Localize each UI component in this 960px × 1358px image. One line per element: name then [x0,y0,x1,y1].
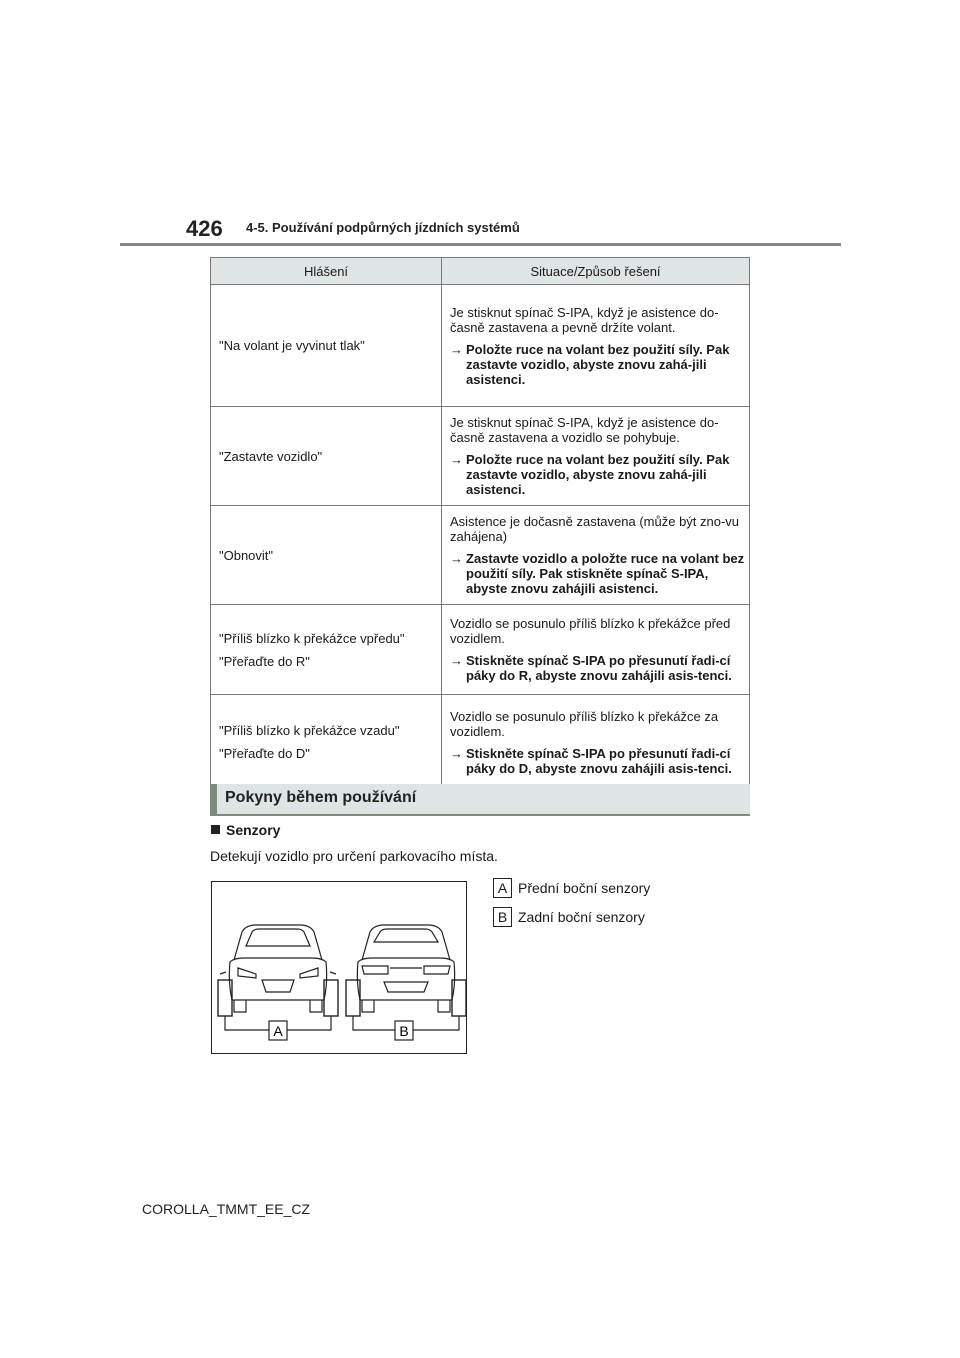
arrow-icon: → [450,653,463,668]
table-row [211,605,750,695]
callout-lines [225,1016,459,1030]
message-cell [211,605,442,695]
message-text: "Přeřaďte do R" [219,653,310,669]
situation-cell [442,285,750,407]
arrow-icon: → [450,452,463,467]
action-item [450,653,745,683]
message-cell [211,695,442,790]
situation-text: Asistence je dočasně zastavena (může být zno-vu zahájena) [450,514,740,544]
rear-car-icon [357,925,454,1012]
message-cell [211,506,442,605]
legend-item [493,878,650,898]
situation-text: Vozidlo se posunulo příliš blízko k překážce před vozidlem. [450,616,731,646]
sensor-figure [211,881,467,1054]
table-header-row [211,258,750,285]
messages-table [210,257,750,790]
callout-label-b: B [399,1023,409,1039]
action-text: Zastavte vozidlo a položte ruce na volant bez použití síly. Pak stiskněte spínač S-IPA, abyste znovu zahájili asistenci. [466,551,745,596]
arrow-icon: → [450,551,463,566]
message-text: "Zastavte vozidlo" [219,448,323,464]
square-bullet-icon [211,825,220,834]
action-item [450,551,745,596]
action-text: Položte ruce na volant bez použití síly. Pak zastavte vozidlo, abyste znovu zahá-jili asistenci. [466,452,730,497]
message-text: "Obnovit" [219,547,274,563]
column-header-message: Hlášení [211,258,442,285]
table-row [211,695,750,790]
footer-code: COROLLA_TMMT_EE_CZ [142,1201,311,1217]
situation-cell [442,695,750,790]
action-text: Stiskněte spínač S-IPA po přesunutí řadi-cí páky do R, abyste znovu zahájili asis-tenci. [466,653,732,683]
car-illustration [212,882,466,1053]
action-text: Položte ruce na volant bez použití síly. Pak zastavte vozidlo, abyste znovu zahá-jili asistenci. [466,341,730,387]
table-row [211,506,750,605]
subheading-text: Senzory [226,822,281,838]
situation-text: Vozidlo se posunulo příliš blízko k překážce za vozidlem. [450,708,719,739]
message-cell [211,285,442,407]
arrow-icon: → [450,745,463,761]
front-car-icon [220,925,336,1012]
arrow-icon: → [450,341,463,357]
column-header-situation: Situace/Způsob řešení [442,258,750,285]
section-heading [210,784,750,816]
message-text: "Příliš blízko k překážce vpředu" [219,630,405,646]
legend-label: Přední boční senzory [518,880,651,896]
description: Detekují vozidlo pro určení parkovacího místa. [210,848,498,864]
message-text: "Na volant je vyvinut tlak" [219,338,365,353]
action-text: Stiskněte spínač S-IPA po přesunutí řadi-cí páky do D, abyste znovu zahájili asis-tenci. [466,745,732,776]
action-item [450,746,745,776]
table-row [211,285,750,407]
subheading [211,822,280,838]
legend-letter: A [493,878,512,898]
section-title: 4-5. Používání podpůrných jízdních systémů [246,220,520,235]
legend-letter: B [493,907,512,927]
situation-text: Je stisknut spínač S-IPA, když je asistence do-časně zastavena a vozidlo se pohybuje. [450,415,719,445]
heading-accent-bar [210,784,217,816]
legend-label: Zadní boční senzory [518,909,645,925]
message-cell [211,407,442,506]
table-row [211,407,750,506]
message-text: "Příliš blízko k překážce vzadu" [219,723,400,738]
situation-cell [442,605,750,695]
situation-text: Je stisknut spínač S-IPA, když je asistence do-časně zastavena a pevně držíte volant. [450,304,719,335]
action-item [450,452,745,497]
message-text: "Přeřaďte do D" [219,746,310,761]
page-number: 426 [186,216,223,241]
situation-cell [442,506,750,605]
situation-cell [442,407,750,506]
header-rule [120,243,841,246]
legend-item [493,907,645,927]
action-item [450,342,745,387]
callout-label-a: A [273,1023,283,1039]
section-heading-title: Pokyny během používání [225,789,417,806]
